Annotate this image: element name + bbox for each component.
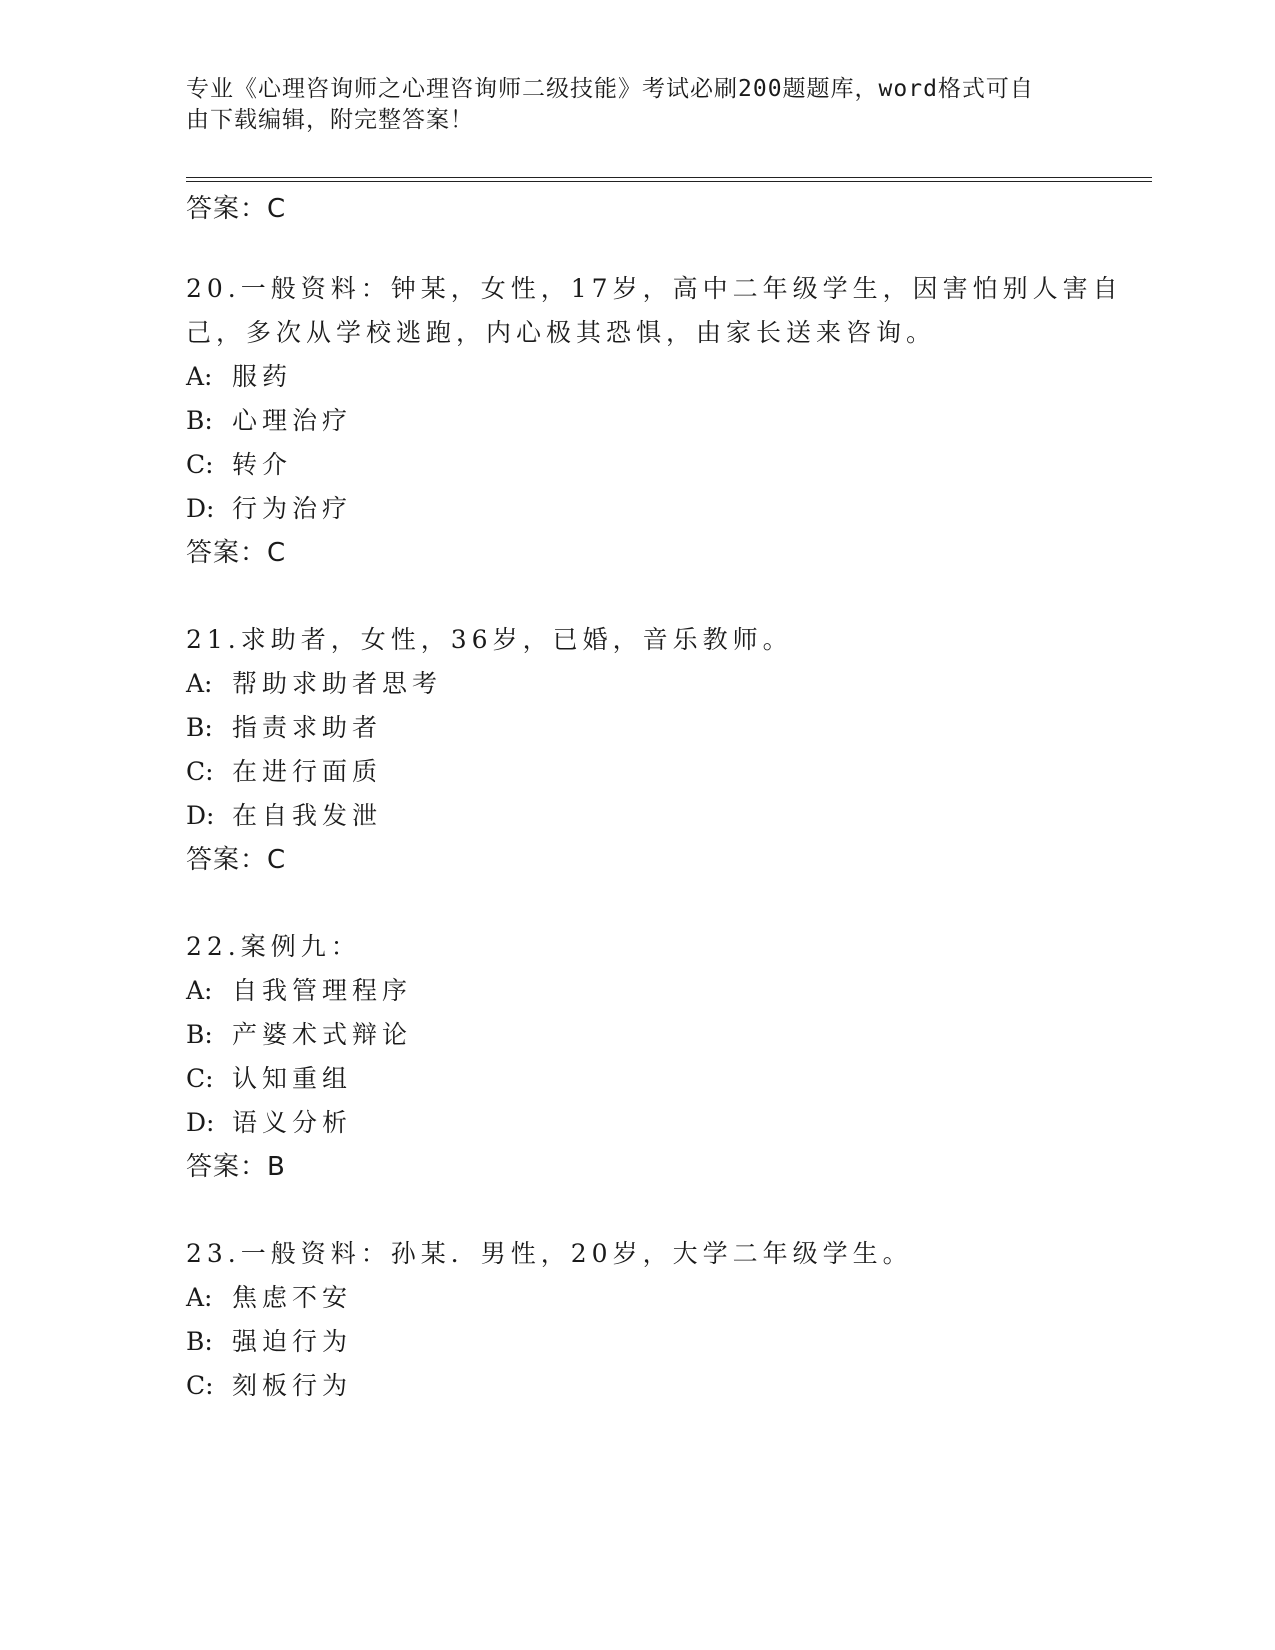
option-letter: C: [186, 1371, 214, 1400]
option-text: 在自我发泄 [232, 801, 383, 830]
question-20-option-a [186, 361, 292, 393]
option-letter: A: [186, 1283, 213, 1312]
option-letter: B: [186, 406, 213, 435]
option-text: 刻板行为 [232, 1371, 353, 1400]
option-letter: C: [186, 1064, 214, 1093]
header-intro-line-1: 专业《心理咨询师之心理咨询师二级技能》考试必刷200题题库，word格式可自 [186, 76, 1034, 102]
question-23-option-a [186, 1282, 352, 1314]
question-21-answer: 答案：C [186, 845, 287, 875]
document-header [186, 74, 1086, 136]
option-text: 指责求助者 [232, 713, 383, 742]
question-21-option-d [186, 800, 382, 832]
question-20-text-line-1: 20.一般资料：钟某，女性，17岁，高中二年级学生，因害怕别人害自 [186, 274, 1123, 303]
option-text: 强迫行为 [232, 1327, 353, 1356]
answer-line: 答案：C [186, 194, 287, 224]
question-23-option-c [186, 1370, 352, 1402]
question-20-option-d [186, 493, 352, 525]
question-23-option-b [186, 1326, 352, 1358]
question-22-answer: 答案：B [186, 1152, 286, 1182]
option-text: 产婆术式辩论 [232, 1020, 413, 1049]
question-20-answer: 答案：C [186, 538, 287, 568]
question-21-option-c [186, 756, 382, 788]
header-double-rule [186, 177, 1152, 182]
option-letter: D: [186, 801, 215, 830]
question-23-text: 23.一般资料：孙某．男性，20岁，大学二年级学生。 [186, 1239, 913, 1268]
option-letter: C: [186, 757, 214, 786]
question-22-option-a [186, 975, 412, 1007]
option-text: 心理治疗 [232, 406, 353, 435]
option-letter: A: [186, 976, 213, 1005]
option-letter: D: [186, 494, 215, 523]
question-21-text: 21.求助者，女性，36岁，已婚，音乐教师。 [186, 625, 793, 654]
question-22-option-b [186, 1019, 412, 1051]
option-letter: B: [186, 713, 213, 742]
question-22-text: 22.案例九： [186, 932, 361, 961]
option-text: 自我管理程序 [232, 976, 413, 1005]
question-21-option-a [186, 668, 442, 700]
option-letter: A: [186, 669, 213, 698]
question-22-option-c [186, 1063, 352, 1095]
option-text: 转介 [232, 450, 293, 479]
option-letter: C: [186, 450, 214, 479]
option-letter: A: [186, 362, 213, 391]
option-text: 语义分析 [232, 1108, 353, 1137]
option-text: 服药 [232, 362, 293, 391]
question-22-option-d [186, 1107, 352, 1139]
option-text: 行为治疗 [232, 494, 353, 523]
option-letter: D: [186, 1108, 215, 1137]
option-text: 在进行面质 [232, 757, 383, 786]
header-intro-line-2: 由下载编辑，附完整答案！ [186, 107, 474, 133]
question-20-option-c [186, 449, 292, 481]
option-text: 认知重组 [232, 1064, 353, 1093]
option-letter: B: [186, 1327, 213, 1356]
question-21-option-b [186, 712, 382, 744]
option-text: 帮助求助者思考 [232, 669, 443, 698]
option-letter: B: [186, 1020, 213, 1049]
question-20-option-b [186, 405, 352, 437]
option-text: 焦虑不安 [232, 1283, 353, 1312]
question-20-text-line-2: 己，多次从学校逃跑，内心极其恐惧，由家长送来咨询。 [186, 318, 937, 347]
